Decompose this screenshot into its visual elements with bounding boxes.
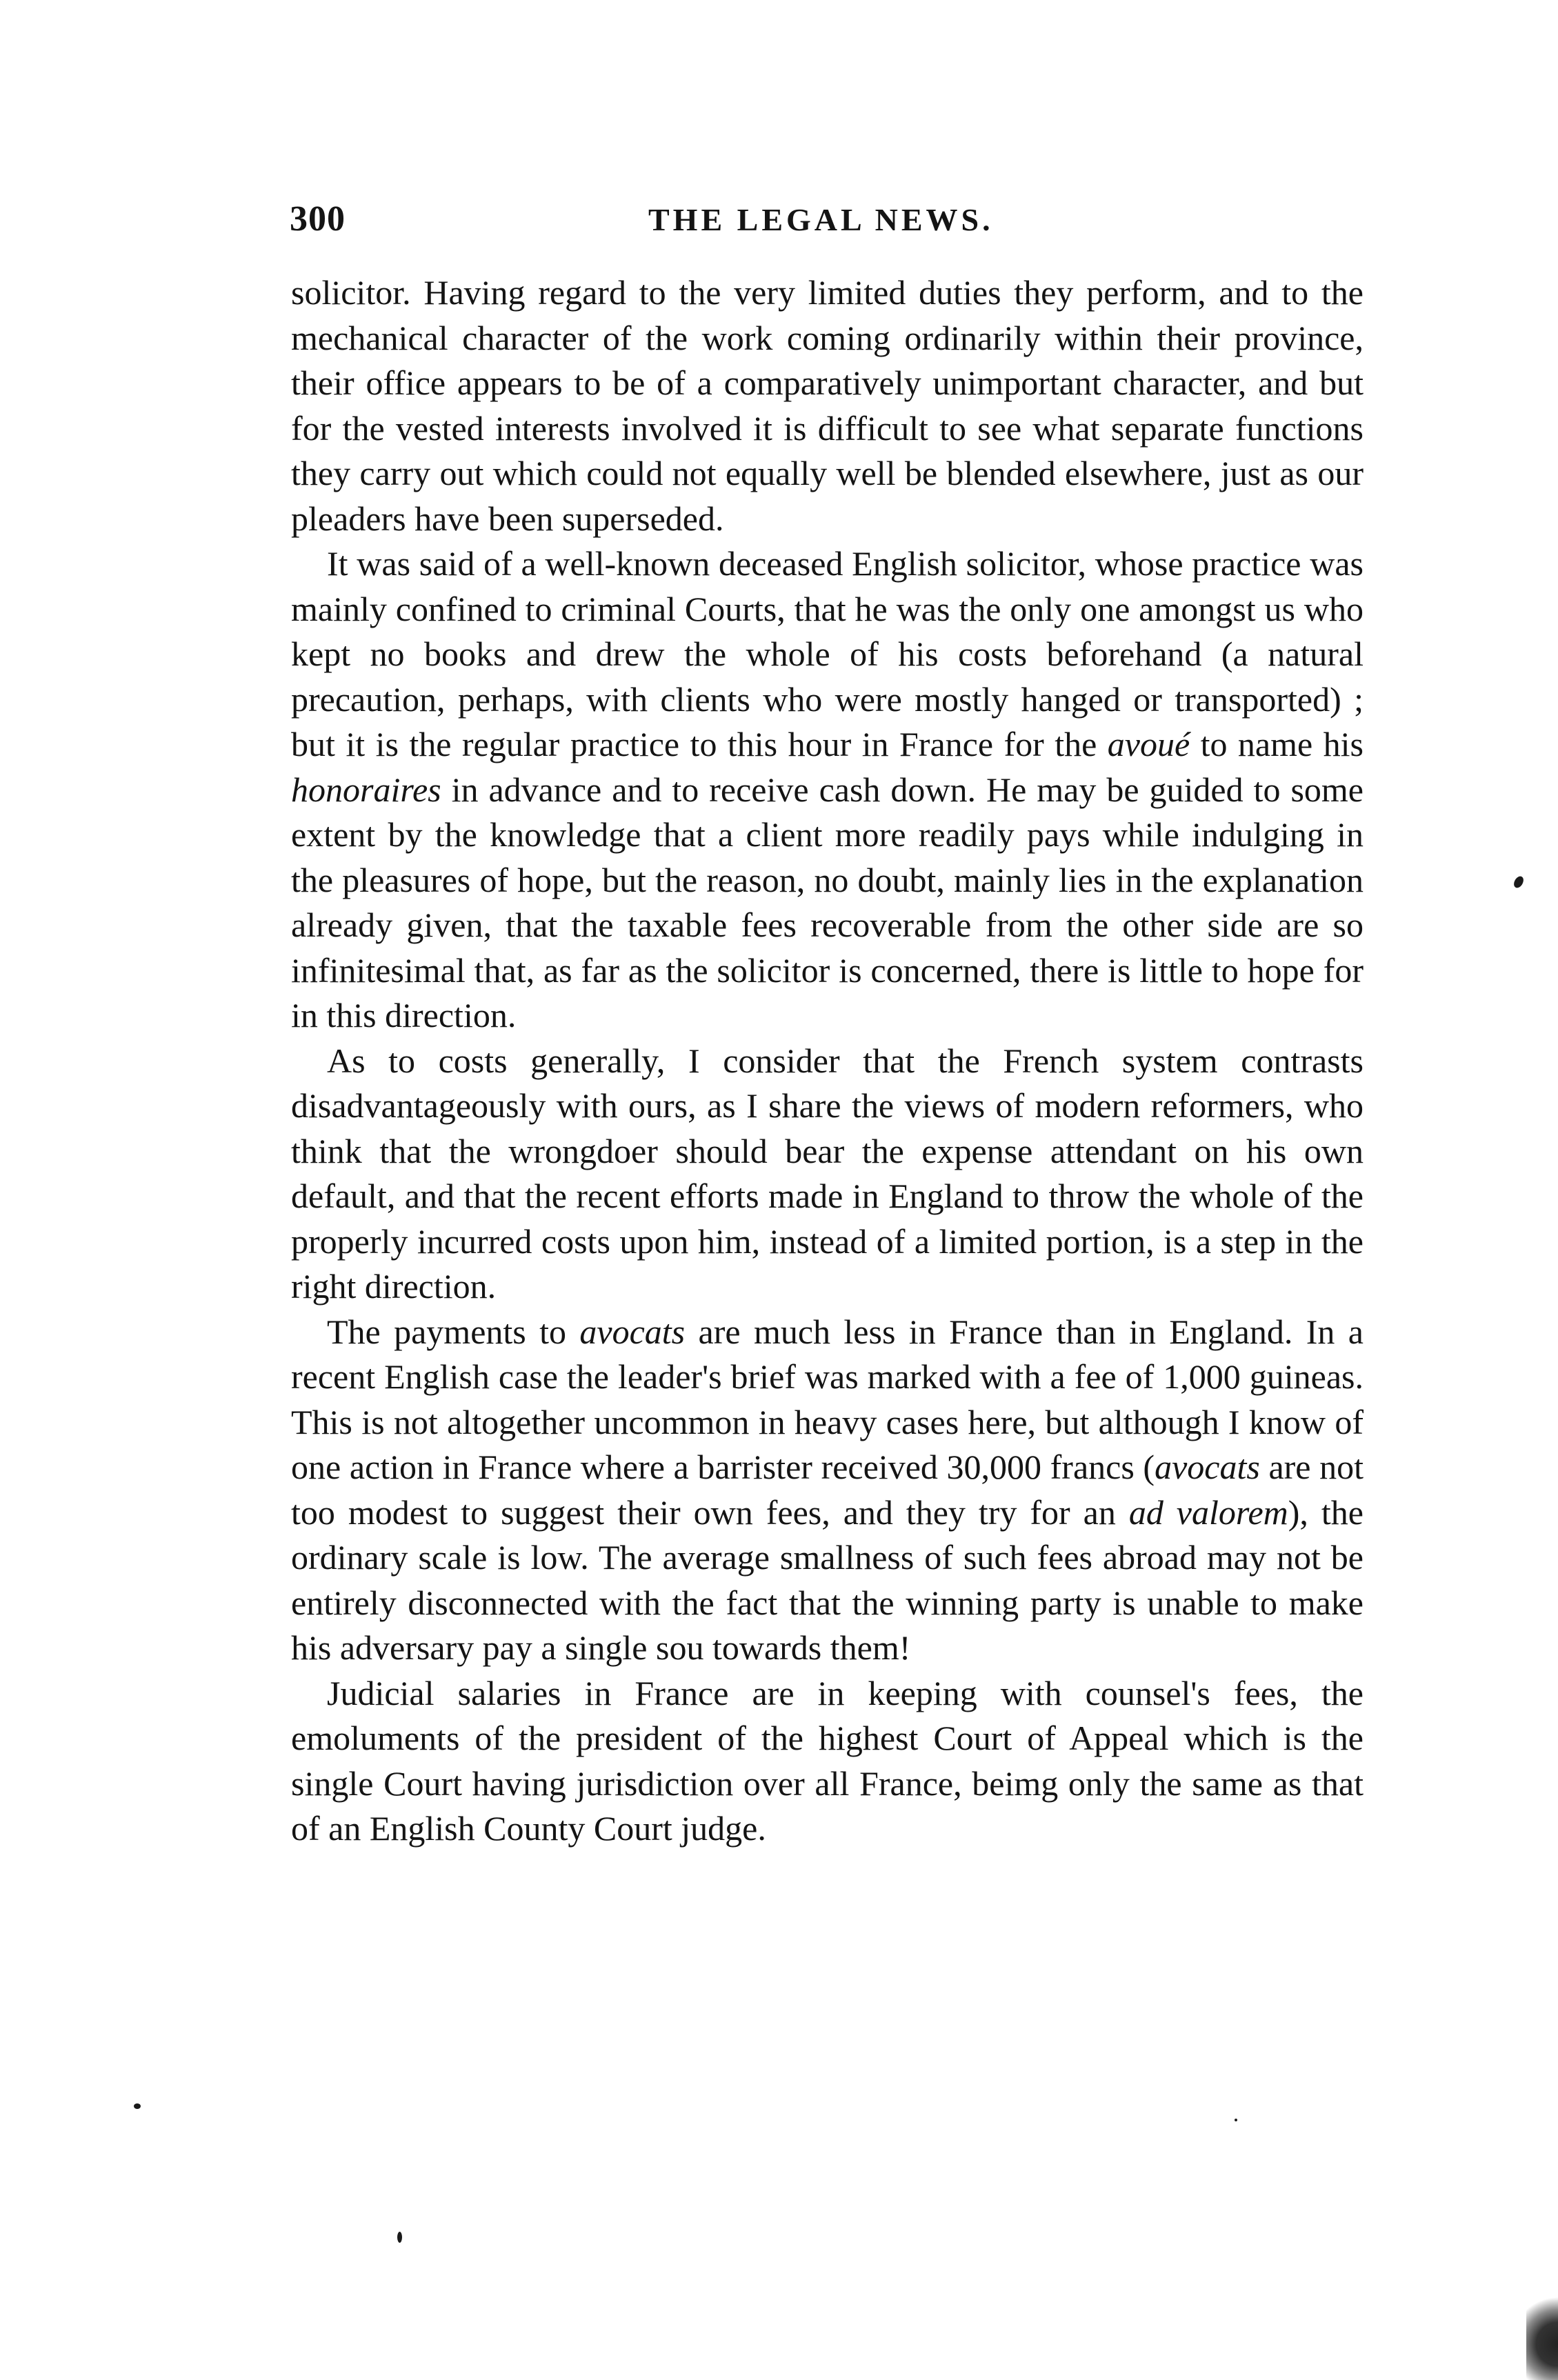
- paragraph-text: The payments to: [327, 1312, 580, 1351]
- scan-speck: [1512, 874, 1525, 890]
- paragraph: [291, 1671, 1364, 1852]
- paragraph: [291, 541, 1364, 1039]
- running-title: THE LEGAL NEWS.: [648, 202, 994, 237]
- scan-speck: [1235, 2119, 1237, 2121]
- scan-speck: [397, 2232, 402, 2243]
- paragraph: [291, 270, 1364, 541]
- paragraph-text: are not too modest to suggest their own fees, and they try for an: [291, 1448, 1364, 1532]
- paragraph-text: As to costs generally, I consider that the French system contrasts disadvantageously with ours, as I share the views of modern reformers, who think that the wrongdoer should bear the expense attendant on his own default, and that the recent efforts made in England to throw the whole of the properly incurred costs upon him, instead of a limited portion, is a step in the right direction.: [291, 1041, 1364, 1306]
- italic-term: avocats: [579, 1312, 686, 1351]
- paragraph-text: It was said of a well-known deceased English solicitor, whose practice was mainly confined to criminal Courts, that he was the only one amongst us who kept no books and drew the whole of his costs beforehand (a natural precaution, perhaps, with clients who were mostly hanged or transported) ; but it is the regular practice to this hour in France for the: [291, 544, 1364, 763]
- italic-term: avocats: [1155, 1448, 1260, 1486]
- italic-term: avoué: [1107, 725, 1190, 763]
- article-body: [291, 270, 1364, 1852]
- page-header: [290, 199, 1366, 247]
- paragraph: [291, 1039, 1364, 1310]
- paragraph-text: to name his: [1190, 725, 1364, 763]
- paragraph-text: ), the ordinary scale is low. The average smallness of such fees abroad may not be entirely disconnected with the fact that the winning party is unable to make his adversary pay a single sou towards them!: [291, 1492, 1364, 1667]
- paragraph-text: solicitor. Having regard to the very limited duties they perform, and to the mechanical character of the work coming ordinarily within their province, their office appears to be of a comparatively unimportant character, and but for the vested interests involved it is difficult to see what separate functions they carry out which could not equally well be blended elsewhere, just as our pleaders have been superseded.: [291, 273, 1364, 538]
- italic-term: ad valorem: [1128, 1492, 1288, 1532]
- paragraph-text: Judicial salaries in France are in keeping with counsel's fees, the emoluments of the president of the highest Court of Appeal which is the single Court having jurisdiction over all France, beimg only the same as that of an English County Court judge.: [291, 1673, 1364, 1848]
- paragraph-text: are much less in France than in England. In a recent English case the leader's brief was marked with a fee of 1,000 guineas. This is not altogether uncommon in heavy cases here, but although I know of one action in France where a barrister received 30,000 francs (: [291, 1312, 1364, 1486]
- paragraph-text: in advance and to receive cash down. He may be guided to some extent by the knowledge that a client more readily pays while indulging in the pleasures of hope, but the reason, no doubt, mainly lies in the explanation already given, that the taxable fees recoverable from the other side are so infinitesimal that, as far as the solicitor is concerned, there is little to hope for in this direction.: [291, 770, 1364, 1034]
- page-number: 300: [290, 199, 346, 239]
- paragraph: [291, 1310, 1364, 1671]
- scan-edge-shadow: [1526, 2290, 1558, 2380]
- scan-speck: [134, 2103, 141, 2109]
- italic-term: honoraires: [291, 770, 441, 809]
